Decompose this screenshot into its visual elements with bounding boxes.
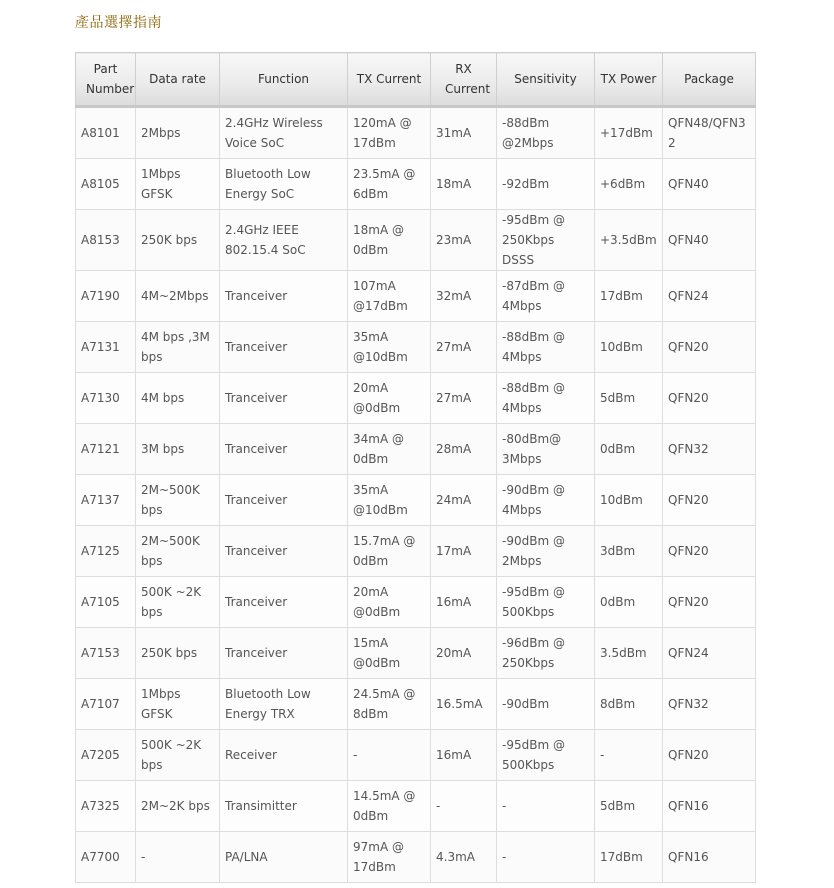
cell-tx-current: 24.5mA @ 8dBm	[348, 679, 431, 730]
cell-rx-current: 24mA	[431, 475, 497, 526]
cell-tx-current: 35mA @10dBm	[348, 322, 431, 373]
cell-tx-current: 35mA @10dBm	[348, 475, 431, 526]
cell-package: QFN16	[663, 832, 756, 883]
cell-rx-current: 16mA	[431, 730, 497, 781]
cell-data-rate: 500K ~2K bps	[136, 730, 220, 781]
cell-sensitivity: -80dBm@ 3Mbps	[497, 424, 595, 475]
cell-package: QFN32	[663, 679, 756, 730]
cell-tx-power: 5dBm	[595, 781, 663, 832]
cell-part-number: A7125	[76, 526, 136, 577]
cell-tx-current: 23.5mA @ 6dBm	[348, 159, 431, 210]
cell-package: QFN20	[663, 577, 756, 628]
table-row	[76, 577, 756, 628]
table-header-row	[76, 53, 756, 107]
cell-rx-current: 18mA	[431, 159, 497, 210]
cell-package: QFN40	[663, 159, 756, 210]
cell-data-rate: 3M bps	[136, 424, 220, 475]
table-row	[76, 107, 756, 159]
cell-function: Bluetooth Low Energy TRX	[220, 679, 348, 730]
cell-function: Tranceiver	[220, 526, 348, 577]
cell-package: QFN16	[663, 781, 756, 832]
column-header-tx-power: TX Power	[595, 53, 663, 107]
cell-data-rate: 2Mbps	[136, 107, 220, 159]
table-row	[76, 475, 756, 526]
cell-rx-current: 28mA	[431, 424, 497, 475]
cell-tx-current: 20mA @0dBm	[348, 373, 431, 424]
cell-data-rate: 2M~500K bps	[136, 526, 220, 577]
cell-tx-current: 14.5mA @ 0dBm	[348, 781, 431, 832]
cell-tx-current: 15.7mA @ 0dBm	[348, 526, 431, 577]
cell-package: QFN20	[663, 730, 756, 781]
cell-package: QFN40	[663, 210, 756, 271]
table-header	[76, 53, 756, 107]
cell-function: Bluetooth Low Energy SoC	[220, 159, 348, 210]
cell-package: QFN20	[663, 373, 756, 424]
table-row	[76, 526, 756, 577]
cell-data-rate: 2M~2K bps	[136, 781, 220, 832]
cell-part-number: A7131	[76, 322, 136, 373]
cell-function: Tranceiver	[220, 322, 348, 373]
cell-part-number: A8153	[76, 210, 136, 271]
cell-data-rate: 500K ~2K bps	[136, 577, 220, 628]
column-header-function: Function	[220, 53, 348, 107]
cell-tx-power: 10dBm	[595, 475, 663, 526]
cell-sensitivity: -88dBm @2Mbps	[497, 107, 595, 159]
cell-tx-power: 5dBm	[595, 373, 663, 424]
cell-data-rate: 250K bps	[136, 210, 220, 271]
table-row	[76, 730, 756, 781]
cell-function: 2.4GHz IEEE 802.15.4 SoC	[220, 210, 348, 271]
cell-sensitivity: -90dBm @ 4Mbps	[497, 475, 595, 526]
cell-part-number: A7700	[76, 832, 136, 883]
cell-tx-power: +3.5dBm	[595, 210, 663, 271]
cell-rx-current: 23mA	[431, 210, 497, 271]
cell-data-rate: 2M~500K bps	[136, 475, 220, 526]
cell-tx-power: 0dBm	[595, 424, 663, 475]
cell-function: PA/LNA	[220, 832, 348, 883]
cell-tx-power: 3.5dBm	[595, 628, 663, 679]
cell-package: QFN24	[663, 271, 756, 322]
column-header-part-number: Part Number	[76, 53, 136, 107]
cell-part-number: A7130	[76, 373, 136, 424]
cell-sensitivity: -	[497, 781, 595, 832]
cell-tx-current: 15mA @0dBm	[348, 628, 431, 679]
cell-rx-current: 31mA	[431, 107, 497, 159]
cell-function: Tranceiver	[220, 373, 348, 424]
column-header-sensitivity: Sensitivity	[497, 53, 595, 107]
cell-tx-current: -	[348, 730, 431, 781]
cell-sensitivity: -95dBm @ 500Kbps	[497, 730, 595, 781]
cell-tx-current: 97mA @ 17dBm	[348, 832, 431, 883]
cell-sensitivity: -95dBm @ 250Kbps DSSS	[497, 210, 595, 271]
cell-part-number: A7105	[76, 577, 136, 628]
table-row	[76, 628, 756, 679]
cell-part-number: A7153	[76, 628, 136, 679]
cell-sensitivity: -88dBm @ 4Mbps	[497, 373, 595, 424]
cell-package: QFN20	[663, 322, 756, 373]
cell-sensitivity: -90dBm @ 2Mbps	[497, 526, 595, 577]
table-row	[76, 781, 756, 832]
cell-tx-power: +6dBm	[595, 159, 663, 210]
cell-tx-power: 3dBm	[595, 526, 663, 577]
cell-function: 2.4GHz Wireless Voice SoC	[220, 107, 348, 159]
cell-sensitivity: -92dBm	[497, 159, 595, 210]
cell-tx-power: 10dBm	[595, 322, 663, 373]
cell-tx-power: 17dBm	[595, 271, 663, 322]
cell-tx-power: +17dBm	[595, 107, 663, 159]
table-row	[76, 424, 756, 475]
table-row	[76, 210, 756, 271]
cell-tx-power: 17dBm	[595, 832, 663, 883]
cell-sensitivity: -96dBm @ 250Kbps	[497, 628, 595, 679]
table-row	[76, 159, 756, 210]
cell-data-rate: 4M~2Mbps	[136, 271, 220, 322]
cell-data-rate: 1Mbps GFSK	[136, 679, 220, 730]
cell-function: Tranceiver	[220, 475, 348, 526]
table-row	[76, 832, 756, 883]
cell-package: QFN24	[663, 628, 756, 679]
cell-data-rate: 4M bps ,3M bps	[136, 322, 220, 373]
cell-sensitivity: -95dBm @ 500Kbps	[497, 577, 595, 628]
cell-data-rate: -	[136, 832, 220, 883]
table-row	[76, 679, 756, 730]
column-header-package: Package	[663, 53, 756, 107]
cell-rx-current: 17mA	[431, 526, 497, 577]
page-title: 產品選擇指南	[75, 15, 162, 31]
cell-data-rate: 250K bps	[136, 628, 220, 679]
cell-rx-current: 16mA	[431, 577, 497, 628]
cell-rx-current: 27mA	[431, 322, 497, 373]
cell-rx-current: 20mA	[431, 628, 497, 679]
cell-sensitivity: -	[497, 832, 595, 883]
cell-data-rate: 1Mbps GFSK	[136, 159, 220, 210]
cell-rx-current: -	[431, 781, 497, 832]
cell-sensitivity: -87dBm @ 4Mbps	[497, 271, 595, 322]
cell-package: QFN32	[663, 424, 756, 475]
cell-rx-current: 27mA	[431, 373, 497, 424]
cell-tx-current: 20mA @0dBm	[348, 577, 431, 628]
cell-sensitivity: -88dBm @ 4Mbps	[497, 322, 595, 373]
cell-part-number: A7137	[76, 475, 136, 526]
cell-function: Transimitter	[220, 781, 348, 832]
column-header-data-rate: Data rate	[136, 53, 220, 107]
cell-part-number: A7325	[76, 781, 136, 832]
table-body	[76, 107, 756, 883]
cell-package: QFN48/QFN32	[663, 107, 756, 159]
cell-tx-current: 34mA @ 0dBm	[348, 424, 431, 475]
column-header-rx-current: RX Current	[431, 53, 497, 107]
cell-tx-power: -	[595, 730, 663, 781]
cell-tx-power: 8dBm	[595, 679, 663, 730]
cell-function: Receiver	[220, 730, 348, 781]
cell-part-number: A8101	[76, 107, 136, 159]
product-selection-table	[75, 52, 756, 883]
cell-part-number: A8105	[76, 159, 136, 210]
cell-function: Tranceiver	[220, 271, 348, 322]
cell-sensitivity: -90dBm	[497, 679, 595, 730]
cell-part-number: A7107	[76, 679, 136, 730]
cell-part-number: A7121	[76, 424, 136, 475]
cell-data-rate: 4M bps	[136, 373, 220, 424]
table-row	[76, 373, 756, 424]
column-header-tx-current: TX Current	[348, 53, 431, 107]
cell-tx-current: 120mA @ 17dBm	[348, 107, 431, 159]
cell-package: QFN20	[663, 526, 756, 577]
cell-function: Tranceiver	[220, 424, 348, 475]
cell-rx-current: 4.3mA	[431, 832, 497, 883]
cell-part-number: A7205	[76, 730, 136, 781]
cell-part-number: A7190	[76, 271, 136, 322]
cell-function: Tranceiver	[220, 577, 348, 628]
cell-rx-current: 16.5mA	[431, 679, 497, 730]
cell-tx-current: 107mA @17dBm	[348, 271, 431, 322]
table-row	[76, 271, 756, 322]
cell-tx-current: 18mA @ 0dBm	[348, 210, 431, 271]
cell-rx-current: 32mA	[431, 271, 497, 322]
table-row	[76, 322, 756, 373]
cell-package: QFN20	[663, 475, 756, 526]
cell-tx-power: 0dBm	[595, 577, 663, 628]
cell-function: Tranceiver	[220, 628, 348, 679]
